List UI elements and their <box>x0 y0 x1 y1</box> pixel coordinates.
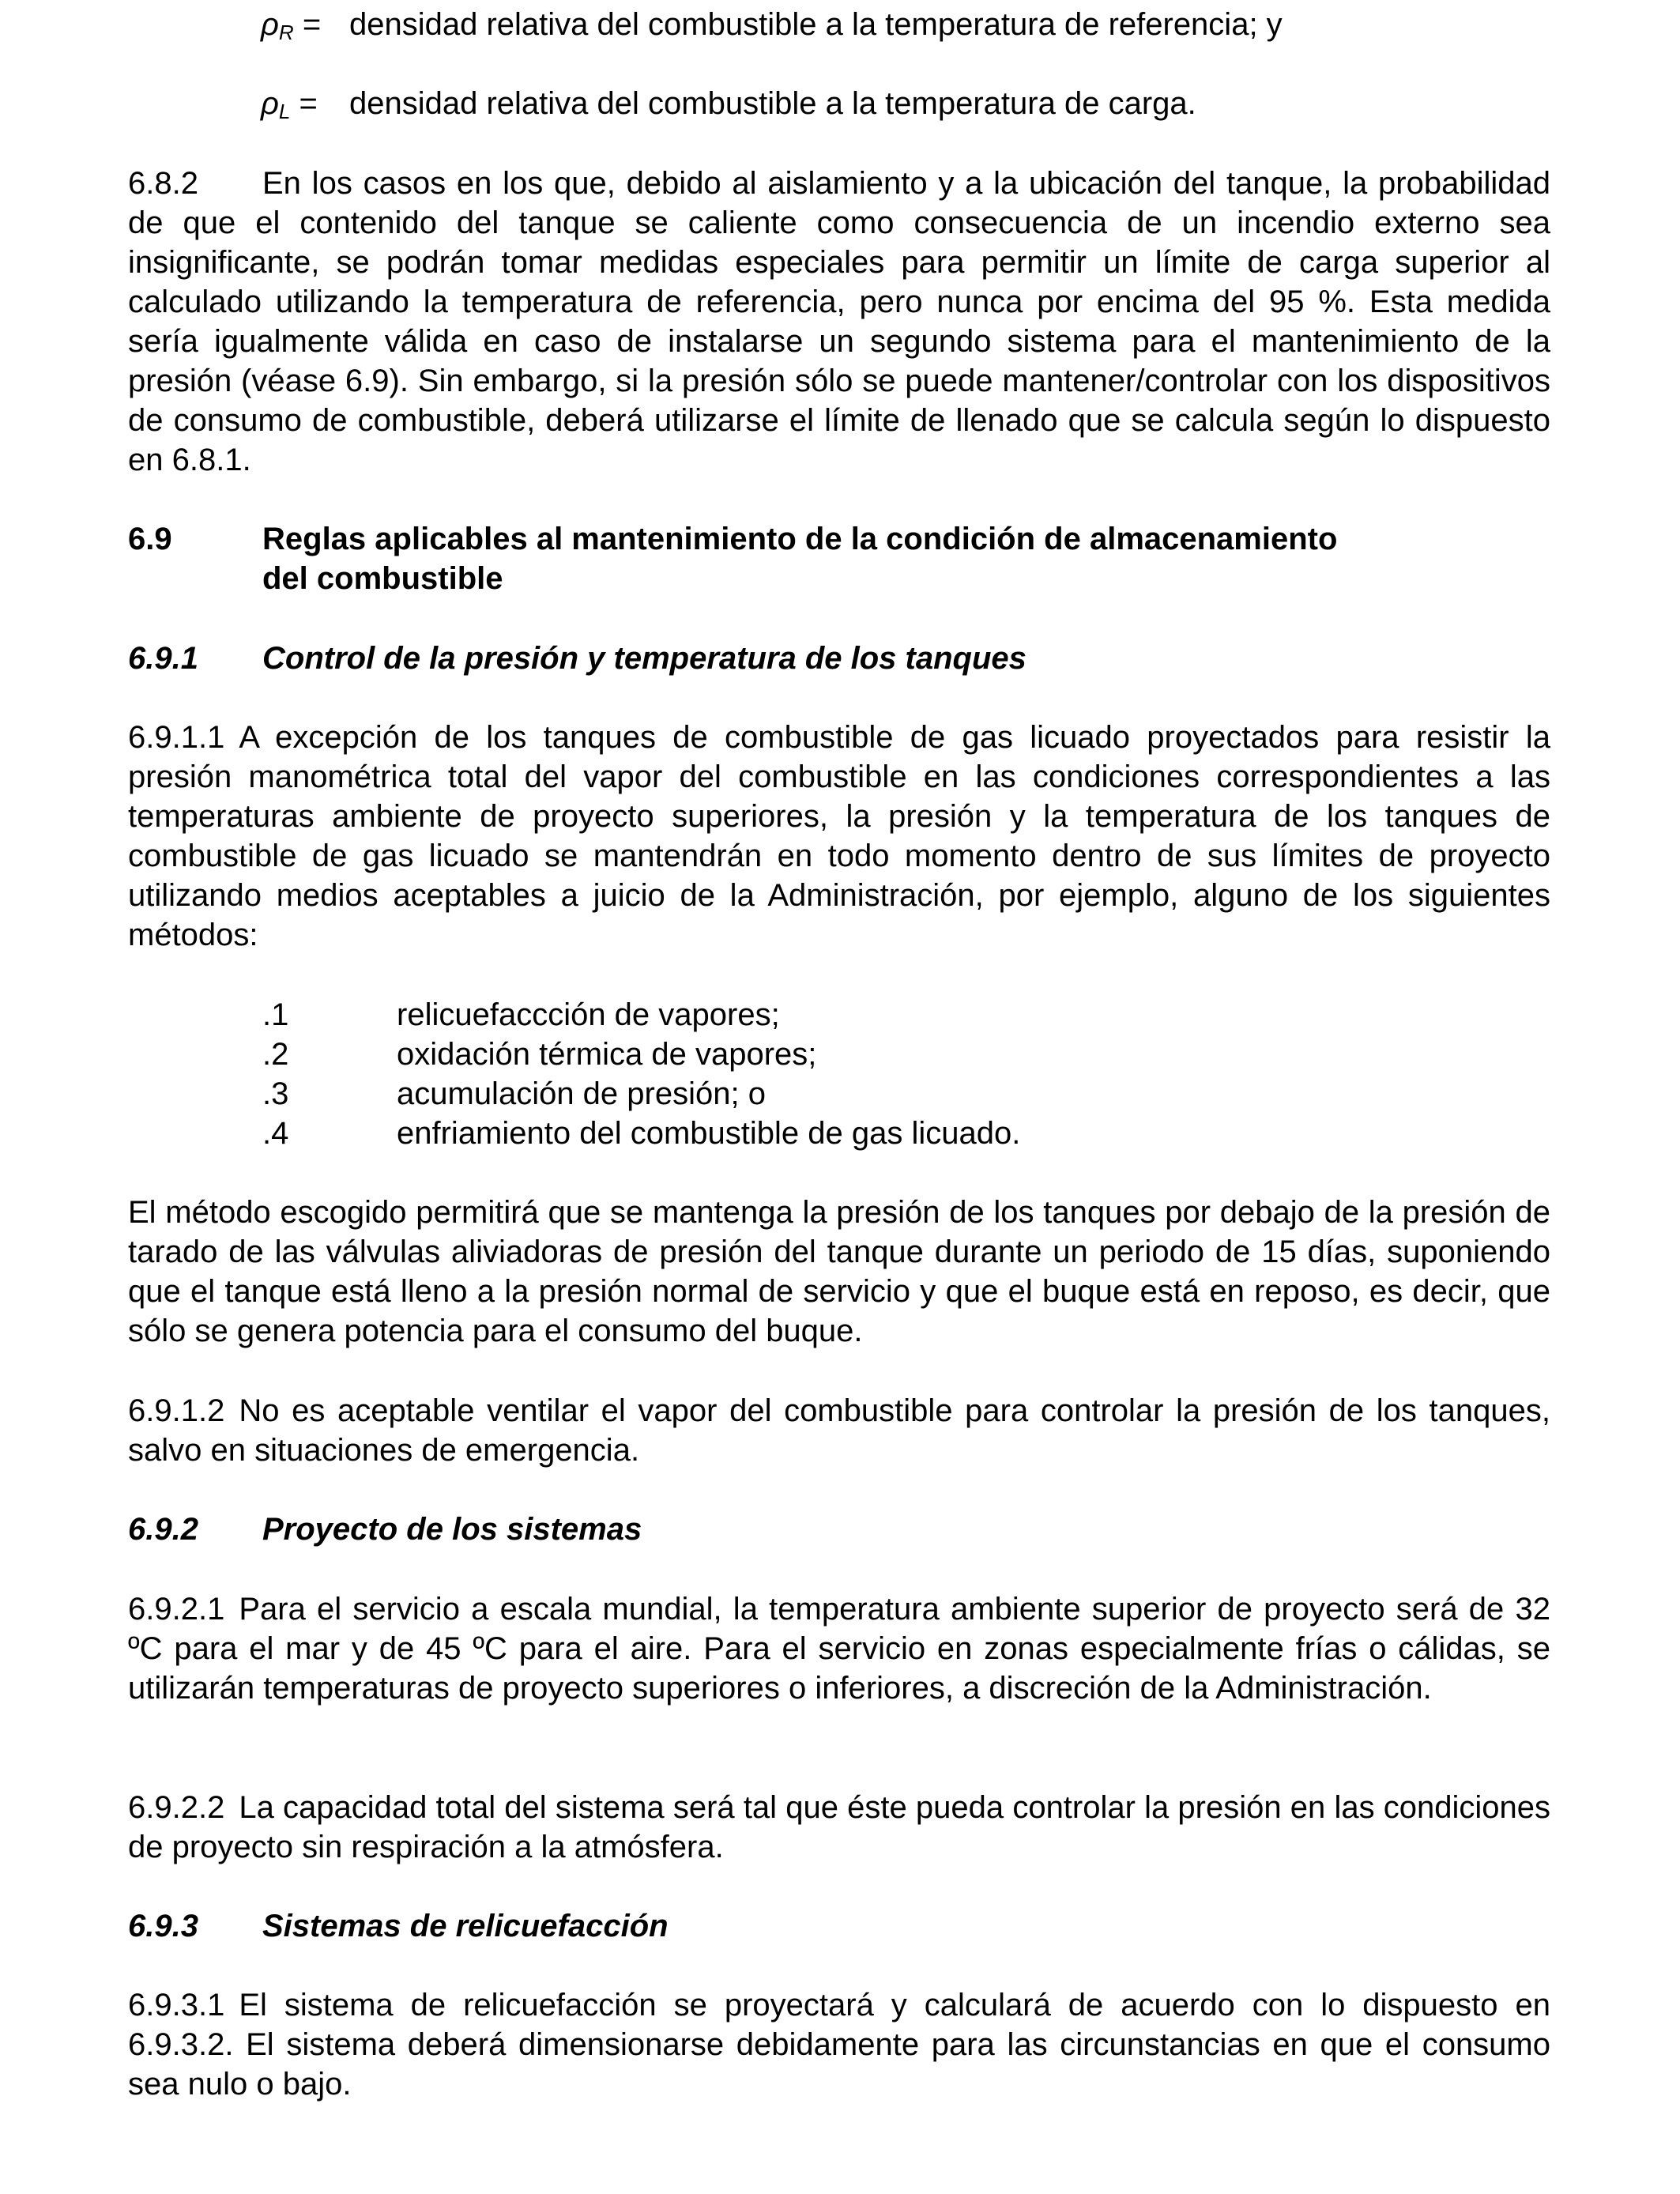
section-heading-6-9 <box>128 519 1550 598</box>
paragraph-number: 6.9.2.2 <box>128 1790 225 1825</box>
list-item-text: oxidación térmica de vapores; <box>397 1037 817 1072</box>
heading-text: Proyecto de los sistemas <box>262 1512 642 1547</box>
definition-symbol: $\rho_L$ = <box>261 86 318 123</box>
paragraph-number: 6.9.2.1 <box>128 1592 225 1627</box>
heading-text: Sistemas de relicuefacción <box>262 1909 669 1943</box>
list-item-number: .4 <box>262 1116 289 1151</box>
paragraph-number: 6.9.3.1 <box>128 1988 225 2022</box>
list-item-number: .1 <box>262 997 289 1032</box>
heading-number: 6.9.1 <box>128 641 198 676</box>
paragraph-6-9-1-1 <box>128 718 1550 955</box>
list-item-number: .3 <box>262 1076 289 1111</box>
paragraph-6-9-1-2 <box>128 1391 1550 1470</box>
definition-text: densidad relativa del combustible a la temperatura de referencia; y <box>349 7 1283 42</box>
paragraph-number: 6.8.2 <box>128 166 198 201</box>
paragraph-number: 6.9.1.2 <box>128 1393 225 1428</box>
list-item <box>262 1114 1550 1153</box>
paragraph-method: El método escogido permitirá que se mantenga la presión de los tanques por debajo de la presión de tarado de las válvulas aliviadoras de presión del tanque durante un periodo de 15 días, suponiendo que el tanque está lleno a la presión normal de servicio y que el buque está en reposo, es decir, que sólo se genera potencia para el consumo del buque. <box>128 1195 1550 1348</box>
paragraph-text: A excepción de los tanques de combustible de gas licuado proyectados para resistir la presión manométrica total del vapor del combustible en las condiciones correspondientes a las temperaturas ambiente de proyecto superiores, la presión y la temperatura de los tanques de combustible de gas licuado se mantendrán en todo momento dentro de sus límites de proyecto utilizando medios aceptables a juicio de la Administración, por ejemplo, alguno de los siguientes métodos: <box>128 720 1550 952</box>
list-item <box>262 1074 1550 1114</box>
definition-rho-l <box>128 84 1550 123</box>
paragraph-text: La capacidad total del sistema será tal que éste pueda controlar la presión en las condiciones de proyecto sin respiración a la atmósfera. <box>128 1790 1550 1864</box>
paragraph-6-9-2-2 <box>128 1788 1550 1867</box>
subsection-heading-6-9-2 <box>128 1510 1550 1549</box>
heading-number: 6.9 <box>128 522 172 556</box>
list-item-text: enfriamiento del combustible de gas licuado. <box>397 1116 1021 1151</box>
list-item-text: relicuefaccción de vapores; <box>397 997 780 1032</box>
heading-text: Control de la presión y temperatura de los tanques <box>262 641 1026 676</box>
paragraph-text: Para el servicio a escala mundial, la temperatura ambiente superior de proyecto será de 32 ºC para el mar y de 45 ºC para el aire. Para el servicio en zonas especialmente frías o cálidas, se utilizarán temperaturas de proyecto superiores o inferiores, a discreción de la Administración. <box>128 1592 1550 1706</box>
definition-symbol: $\rho_R$ = <box>261 7 322 44</box>
definition-rho-r <box>128 5 1550 44</box>
paragraph-text: En los casos en los que, debido al aislamiento y a la ubicación del tanque, la probabilidad de que el contenido del tanque se caliente como consecuencia de un incendio externo sea insignificante, se podrán tomar medidas especiales para permitir un límite de carga superior al calculado utilizando la temperatura de referencia, pero nunca por encima del 95 %. Esta medida sería igualmente válida en caso de instalarse un segundo sistema para el mantenimiento de la presión (véase 6.9). Sin embargo, si la presión sólo se puede mantener/controlar con los dispositivos de consumo de combustible, deberá utilizarse el límite de llenado que se calcula según lo dispuesto en 6.8.1. <box>128 166 1550 477</box>
paragraph-text: El sistema de relicuefacción se proyectará y calculará de acuerdo con lo dispuesto en 6.9.3.2. El sistema deberá dimensionarse debidamente para las circunstancias en que el consumo sea nulo o bajo. <box>128 1988 1550 2102</box>
list-item <box>262 1035 1550 1074</box>
list-item-number: .2 <box>262 1037 289 1072</box>
paragraph-text: No es aceptable ventilar el vapor del combustible para controlar la presión de los tanques, salvo en situaciones de emergencia. <box>128 1393 1550 1468</box>
heading-number: 6.9.2 <box>128 1512 198 1547</box>
subsection-heading-6-9-1 <box>128 639 1550 678</box>
paragraph-6-9-2-1 <box>128 1589 1550 1708</box>
definition-text: densidad relativa del combustible a la temperatura de carga. <box>349 86 1196 121</box>
subsection-heading-6-9-3 <box>128 1906 1550 1946</box>
heading-text: Reglas aplicables al mantenimiento de la condición de almacenamiento del combustible <box>262 522 1338 596</box>
paragraph-number: 6.9.1.1 <box>128 720 225 755</box>
heading-number: 6.9.3 <box>128 1909 198 1943</box>
list-item <box>262 995 1550 1035</box>
paragraph-6-8-2 <box>128 164 1550 480</box>
list-item-text: acumulación de presión; o <box>397 1076 766 1111</box>
paragraph-6-9-3-1 <box>128 1985 1550 2104</box>
